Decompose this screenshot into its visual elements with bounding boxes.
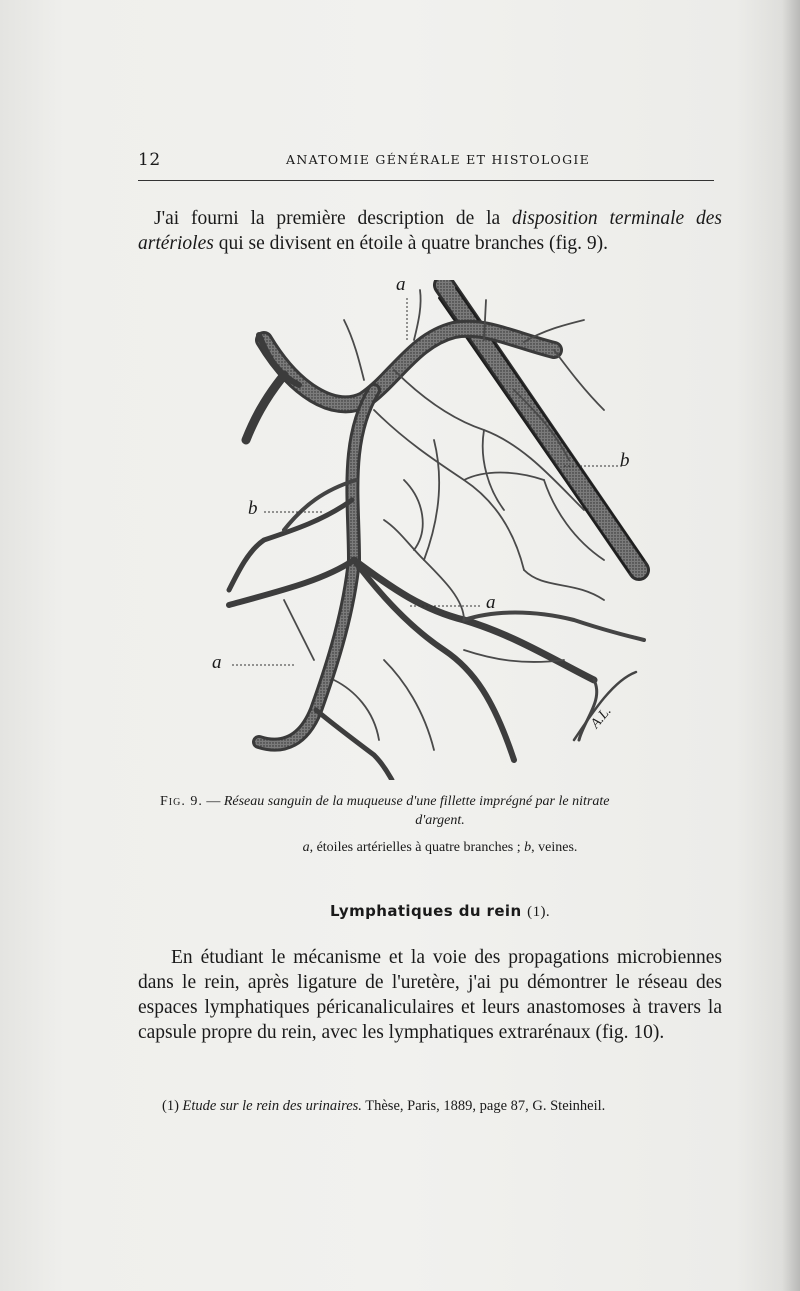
legend-a-text: , étoiles artérielles à quatre branches ; [309, 840, 525, 855]
label-b-left: b [248, 498, 258, 519]
paragraph-intro-text: J'ai fourni la première description de la [154, 208, 513, 229]
figure-caption [160, 793, 720, 811]
figure-number: Fig. 9. [160, 794, 203, 809]
caption-title: Réseau sanguin de la muqueuse d'une fillette imprégné par le nitrate [223, 794, 610, 809]
paragraph-intro-italic: disposition terminale des artérioles [138, 208, 722, 254]
legend-b-text: , veines. [531, 840, 578, 855]
section-title: Lymphatiques du rein [329, 902, 522, 920]
paragraph-intro-text-end: qui se divisent en étoile à quatre branches (fig. 9). [213, 233, 609, 254]
footnote-citation: Thèse, Paris, 1889, page 87, G. Steinheil. [361, 1098, 606, 1114]
vessel-network-drawing [224, 280, 652, 780]
caption-dash: — [202, 794, 224, 809]
figure-9-illustration [212, 274, 652, 780]
header-rule [138, 180, 714, 181]
legend-a-key: a [302, 840, 310, 855]
label-a-left: a [212, 652, 222, 673]
footnote-title: Etude sur le rein des urinaires. [182, 1098, 362, 1114]
caption-legend [160, 840, 720, 856]
footnote [162, 1098, 722, 1115]
caption-title-continued: d'argent. [415, 813, 465, 828]
label-b-right: b [620, 450, 630, 471]
paragraph-lymphatics: En étudiant le mécanisme et la voie des propagations microbiennes dans le rein, après ligature de l'uretère, j'ai pu démontrer le réseau des espaces lymphatiques péricanaliculaires et leurs anastomoses à travers la capsule propre du rein, avec les lymphatiques extrarénaux (fig. 10). [138, 947, 722, 1043]
page-edge-shadow [782, 0, 800, 1291]
section-heading [160, 902, 720, 921]
legend-b-key: b [524, 840, 532, 855]
running-title: ANATOMIE GÉNÉRALE ET HISTOLOGIE [286, 152, 591, 167]
footnote-reference: (1). [527, 904, 551, 920]
page-header [138, 150, 712, 174]
label-a-center: a [486, 592, 496, 613]
artist-signature: A.L. [588, 703, 615, 732]
paragraph-intro [138, 206, 722, 256]
label-a-top: a [396, 274, 406, 295]
page-number: 12 [138, 150, 161, 170]
footnote-marker: (1) [162, 1098, 183, 1114]
